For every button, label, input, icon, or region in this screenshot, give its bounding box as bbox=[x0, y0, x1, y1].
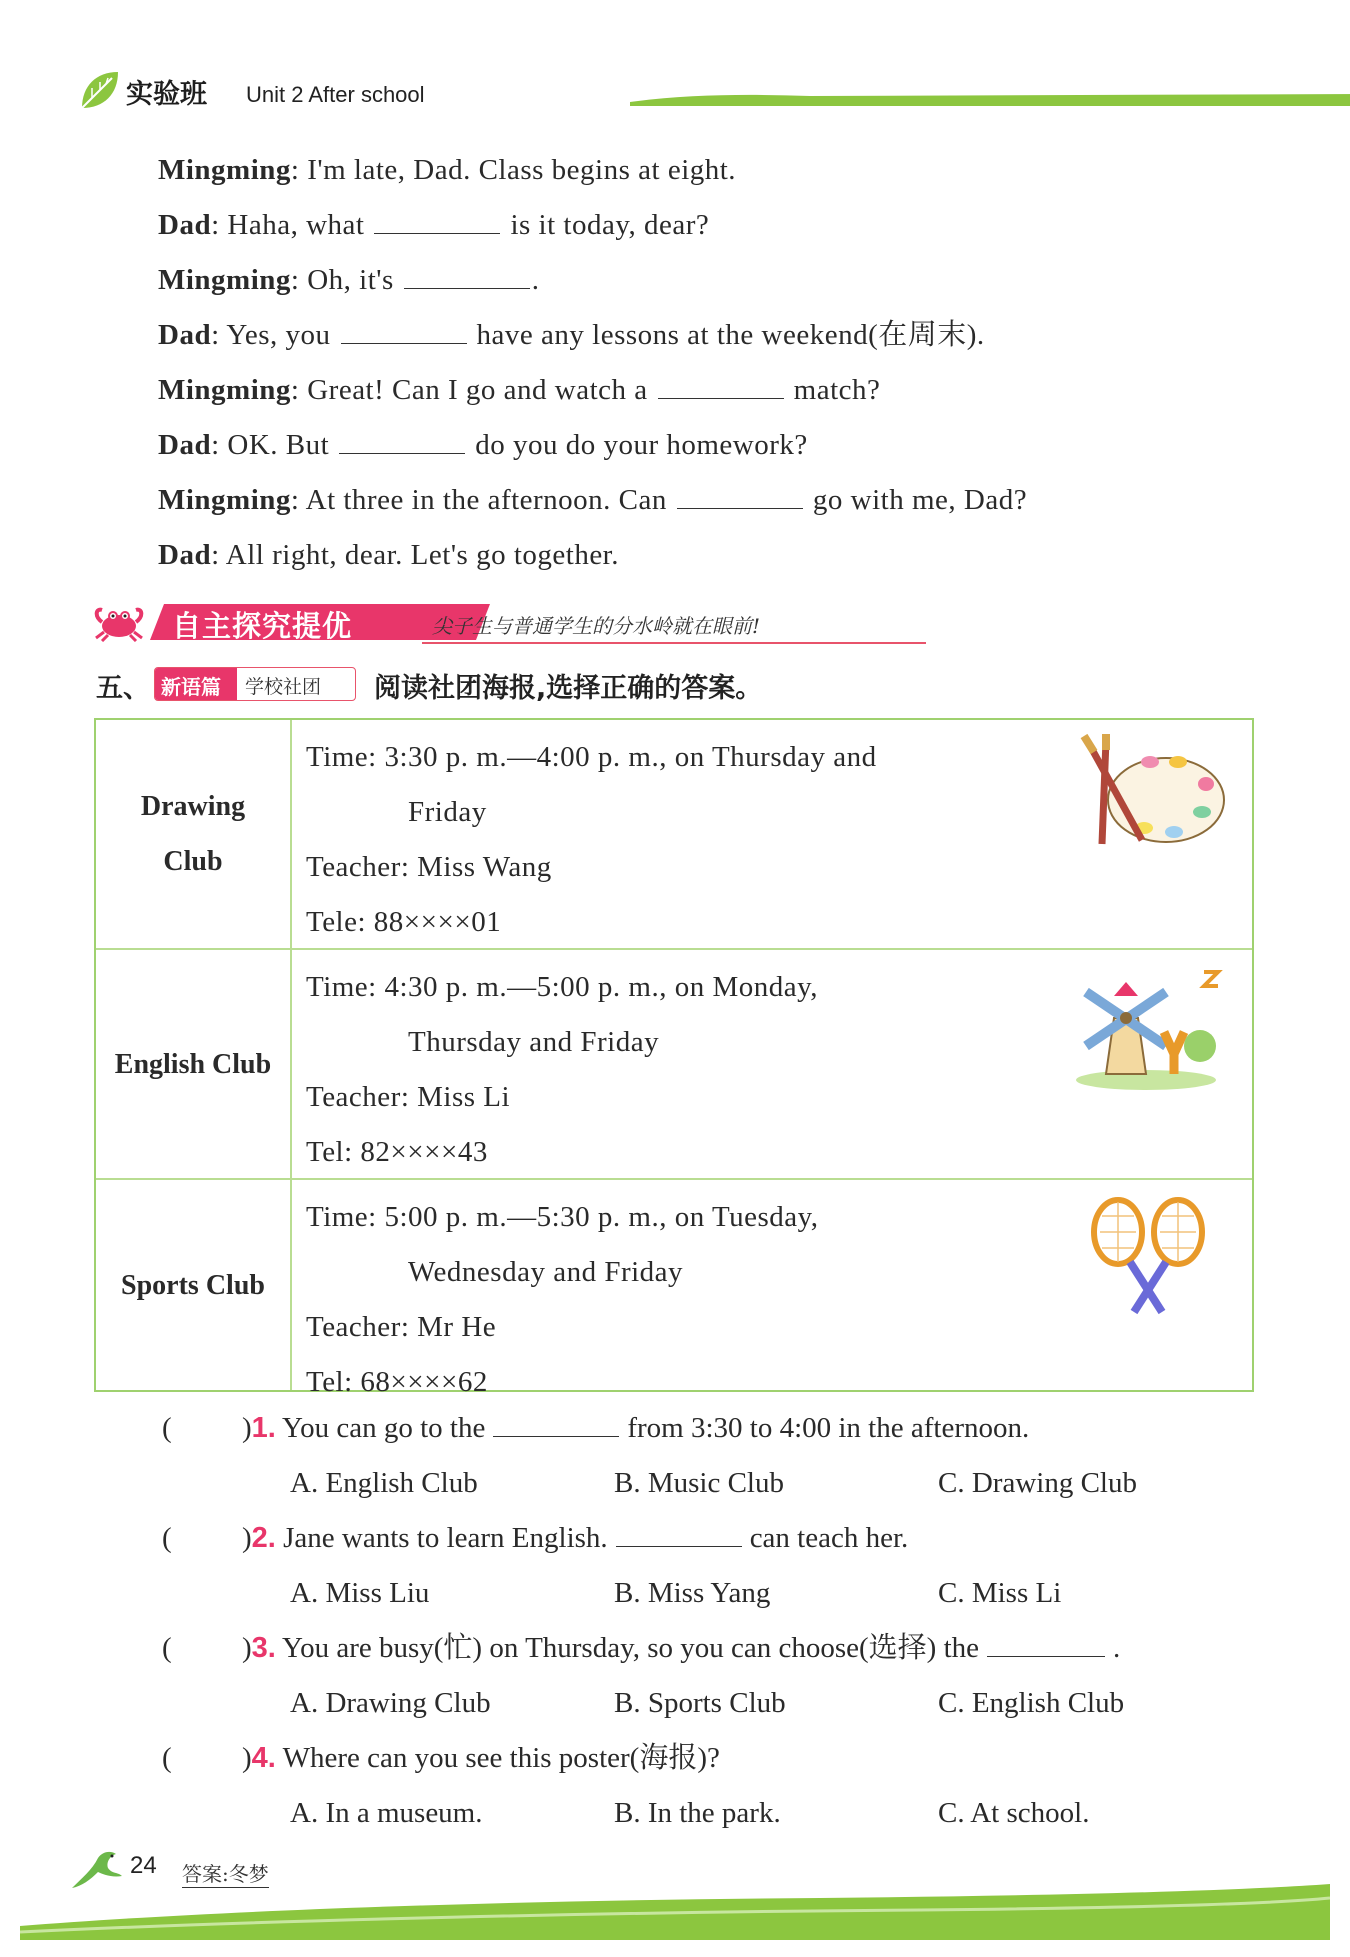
answer-blank[interactable] bbox=[658, 372, 784, 399]
dialogue-text: Haha, what bbox=[227, 209, 365, 241]
club-name-line: Drawing bbox=[140, 791, 246, 822]
dialogue-text: match? bbox=[793, 374, 881, 406]
club-time-cont: Thursday and Friday bbox=[408, 1026, 660, 1058]
brand-title: 实验班 bbox=[126, 79, 207, 110]
banner-label: 自主探究提优 bbox=[172, 609, 353, 643]
club-name-line: Club bbox=[163, 846, 223, 877]
question-number: 2. bbox=[251, 1522, 276, 1554]
tag-red-part bbox=[155, 668, 237, 700]
speaker-colon: : bbox=[211, 539, 220, 571]
section-banner bbox=[92, 600, 852, 646]
speaker-colon: : bbox=[211, 429, 220, 461]
speaker-name: Dad bbox=[158, 539, 212, 571]
options-row bbox=[162, 1567, 1262, 1622]
leaf-logo-icon bbox=[78, 68, 122, 112]
crab-icon bbox=[92, 602, 146, 642]
question-after: . bbox=[1113, 1632, 1121, 1664]
options-row bbox=[162, 1457, 1262, 1512]
answer-paren-open[interactable]: ( bbox=[162, 1412, 172, 1444]
speaker-name: Dad bbox=[158, 319, 212, 351]
dialogue-line bbox=[158, 313, 1258, 368]
dialogue-line bbox=[158, 148, 1258, 203]
club-info bbox=[306, 730, 1066, 950]
option-a[interactable]: A. Drawing Club bbox=[290, 1687, 491, 1719]
club-teacher: Teacher: Miss Li bbox=[306, 1081, 511, 1113]
speaker-name: Dad bbox=[158, 429, 212, 461]
question-before: You are busy(忙) on Thursday, so you can choose(选择) the bbox=[282, 1632, 980, 1664]
club-name-cell bbox=[96, 950, 292, 1178]
option-c[interactable]: C. Drawing Club bbox=[938, 1467, 1137, 1499]
club-poster-table bbox=[94, 718, 1254, 1398]
dialogue-line bbox=[158, 368, 1258, 423]
answer-blank[interactable] bbox=[616, 1520, 742, 1547]
paren-close: ) bbox=[242, 1412, 252, 1444]
header-green-bar bbox=[630, 92, 1350, 108]
club-row-english bbox=[96, 950, 1252, 1180]
club-time: Time: 5:00 p. m.—5:30 p. m., on Tuesday, bbox=[306, 1201, 819, 1233]
answer-blank[interactable] bbox=[677, 482, 803, 509]
dialogue-text: Yes, you bbox=[226, 319, 331, 351]
speaker-name: Mingming bbox=[158, 484, 291, 516]
question-text bbox=[242, 1512, 908, 1564]
club-tel: Tel: 68××××62 bbox=[306, 1366, 488, 1398]
question-before: Where can you see this poster(海报)? bbox=[282, 1742, 720, 1774]
dialogue-text: go with me, Dad? bbox=[812, 484, 1028, 516]
option-c[interactable]: C. English Club bbox=[938, 1687, 1125, 1719]
question-text bbox=[242, 1732, 720, 1784]
answer-blank[interactable] bbox=[987, 1630, 1105, 1657]
speaker-colon: : bbox=[211, 209, 220, 241]
question-2 bbox=[162, 1512, 1262, 1567]
dialogue-block bbox=[158, 148, 1258, 588]
question-text bbox=[242, 1402, 1029, 1454]
question-number: 1. bbox=[251, 1412, 276, 1444]
club-name bbox=[121, 1258, 265, 1313]
speaker-colon: : bbox=[290, 484, 300, 516]
club-row-drawing bbox=[96, 720, 1252, 950]
banner-underline bbox=[422, 642, 926, 644]
speaker-colon: : bbox=[290, 154, 300, 186]
dialogue-text: At three in the afternoon. Can bbox=[305, 484, 667, 516]
answer-blank[interactable] bbox=[339, 427, 465, 454]
option-b[interactable]: B. Miss Yang bbox=[614, 1577, 771, 1609]
club-name bbox=[115, 1037, 271, 1092]
club-teacher: Teacher: Mr He bbox=[306, 1311, 497, 1343]
page-number: 24 bbox=[130, 1852, 157, 1879]
dialogue-text: do you do your homework? bbox=[475, 429, 808, 461]
question-before: You can go to the bbox=[282, 1412, 486, 1444]
club-name-cell bbox=[96, 1180, 292, 1390]
question-after: can teach her. bbox=[749, 1522, 909, 1554]
option-c[interactable]: C. At school. bbox=[938, 1797, 1090, 1829]
club-time-cont: Wednesday and Friday bbox=[408, 1256, 684, 1288]
dialogue-text: Great! Can I go and watch a bbox=[307, 374, 648, 406]
speaker-name: Dad bbox=[158, 209, 212, 241]
unit-title: Unit 2 After school bbox=[246, 82, 425, 107]
question-1 bbox=[162, 1402, 1262, 1457]
speaker-name: Mingming bbox=[158, 154, 291, 186]
paren-close: ) bbox=[242, 1522, 252, 1554]
dialogue-line bbox=[158, 478, 1258, 533]
dialogue-text: OK. But bbox=[227, 429, 330, 461]
question-after: from 3:30 to 4:00 in the afternoon. bbox=[627, 1412, 1030, 1444]
dialogue-line bbox=[158, 203, 1258, 258]
tag-red-label: 新语篇 bbox=[161, 675, 221, 699]
option-b[interactable]: B. Sports Club bbox=[614, 1687, 786, 1719]
speaker-colon: : bbox=[290, 264, 300, 296]
page-header bbox=[70, 60, 1300, 120]
paren-close: ) bbox=[242, 1742, 252, 1774]
club-teacher: Teacher: Miss Wang bbox=[306, 851, 552, 883]
question-4 bbox=[162, 1732, 1262, 1787]
options-row bbox=[162, 1677, 1262, 1732]
club-name-line: Sports Club bbox=[121, 1269, 265, 1301]
speaker-colon: : bbox=[211, 319, 220, 351]
club-tel: Tel: 82××××43 bbox=[306, 1136, 488, 1168]
answer-paren-open[interactable]: ( bbox=[162, 1522, 172, 1554]
question-number: 3. bbox=[251, 1632, 276, 1664]
question-number: 4. bbox=[251, 1742, 276, 1774]
club-name bbox=[141, 779, 245, 889]
windmill-letters-icon bbox=[1066, 962, 1226, 1092]
section-number: 五、 bbox=[96, 673, 150, 704]
tag-topic-label: 学校社团 bbox=[245, 676, 322, 698]
answer-note: 答案:冬梦 bbox=[182, 1858, 269, 1888]
option-a[interactable]: A. English Club bbox=[290, 1467, 478, 1499]
questions-block bbox=[162, 1402, 1262, 1842]
club-name-line: English Club bbox=[114, 1048, 272, 1080]
club-time: Time: 4:30 p. m.—5:00 p. m., on Monday, bbox=[306, 971, 818, 1003]
speaker-name: Mingming bbox=[158, 374, 291, 406]
palette-brushes-icon bbox=[1066, 732, 1226, 862]
club-name-cell bbox=[96, 720, 292, 948]
option-a[interactable]: A. Miss Liu bbox=[290, 1577, 430, 1609]
options-row bbox=[162, 1787, 1262, 1842]
answer-blank[interactable] bbox=[493, 1410, 619, 1437]
question-text bbox=[242, 1622, 1120, 1674]
option-c[interactable]: C. Miss Li bbox=[938, 1577, 1062, 1609]
rackets-icon bbox=[1066, 1192, 1226, 1322]
dialogue-line bbox=[158, 258, 1258, 313]
speaker-colon: : bbox=[290, 374, 300, 406]
answer-paren-open[interactable]: ( bbox=[162, 1632, 172, 1664]
answer-blank[interactable] bbox=[404, 262, 530, 289]
speaker-name: Mingming bbox=[158, 264, 291, 296]
paren-close: ) bbox=[242, 1632, 252, 1664]
option-b[interactable]: B. In the park. bbox=[614, 1797, 781, 1829]
club-info bbox=[306, 960, 1066, 1180]
footer-wave bbox=[20, 1880, 1330, 1940]
dialogue-line bbox=[158, 533, 1258, 588]
dialogue-line bbox=[158, 423, 1258, 478]
dialogue-text: Oh, it's bbox=[307, 264, 394, 296]
dialogue-text: have any lessons at the weekend(在周末). bbox=[476, 319, 985, 351]
topic-tag bbox=[154, 667, 356, 701]
answer-paren-open[interactable]: ( bbox=[162, 1742, 172, 1774]
banner-slogan: 尖子生与普通学生的分水岭就在眼前! bbox=[432, 614, 761, 638]
dialogue-text: . bbox=[531, 264, 540, 296]
answer-blank[interactable] bbox=[341, 317, 467, 344]
club-row-sports bbox=[96, 1180, 1252, 1398]
dialogue-text: All right, dear. Let's go together. bbox=[225, 539, 619, 571]
club-time-cont: Friday bbox=[408, 796, 487, 828]
question-before: Jane wants to learn English. bbox=[283, 1522, 608, 1554]
option-a[interactable]: A. In a museum. bbox=[290, 1797, 483, 1829]
answer-blank[interactable] bbox=[374, 207, 500, 234]
club-time: Time: 3:30 p. m.—4:00 p. m., on Thursday and bbox=[306, 741, 877, 773]
option-b[interactable]: B. Music Club bbox=[614, 1467, 784, 1499]
question-3 bbox=[162, 1622, 1262, 1677]
dialogue-text: is it today, dear? bbox=[510, 209, 710, 241]
dialogue-text: I'm late, Dad. Class begins at eight. bbox=[307, 154, 737, 186]
section-title: 阅读社团海报,选择正确的答案。 bbox=[374, 673, 763, 704]
club-tel: Tele: 88××××01 bbox=[306, 906, 502, 938]
section-heading bbox=[96, 664, 1196, 704]
club-info bbox=[306, 1190, 1066, 1410]
